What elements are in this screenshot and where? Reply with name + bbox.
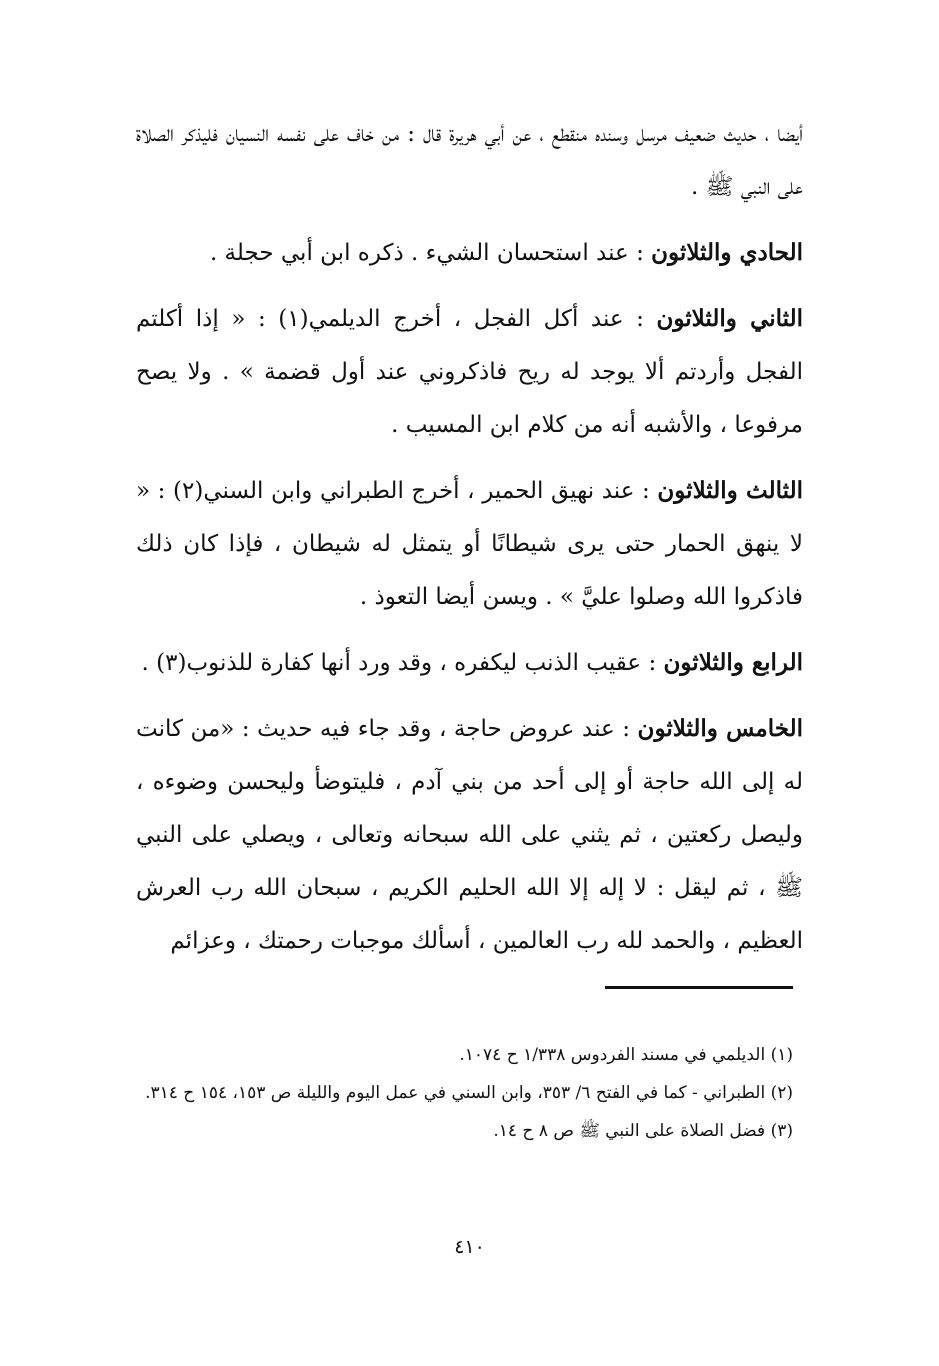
footnote-3: (٣) فضل الصلاة على النبي ﷺ ص ٨ ح ١٤. (493, 1121, 793, 1141)
paragraph-heading: الثالث والثلاثون (657, 477, 803, 504)
paragraph-continuation (136, 108, 803, 214)
footnote-1: (١) الديلمي في مسند الفردوس ١/٣٣٨ ح ١٠٧٤. (459, 1045, 793, 1065)
paragraph-text: : عند عروض حاجة ، وقد جاء فيه حديث : «من كانت له إلى الله حاجة أو إلى أحد من بني آدم ، فليتوضأ وليحسن وضوءه ، وليصل ركعتين ، ثم يثني على الله سبحانه وتعالى ، ويصلي على النبي ﷺ ، ثم ليقل : لا إله إلا الله الحليم الكريم ، سبحان الله رب العرش العظيم ، والحمد لله رب العالمين ، أسألك موجبات رحمتك ، وعزائم (136, 716, 803, 954)
footnote-2: (٢) الطبراني - كما في الفتح ٦/ ٣٥٣، وابن السني في عمل اليوم والليلة ص ١٥٣، ١٥٤ ح ٣١٤. (145, 1083, 793, 1103)
paragraph-34 (136, 636, 803, 690)
paragraph-heading: الخامس والثلاثون (637, 715, 803, 742)
paragraph-text: : عند أكل الفجل ، أخرج الديلمي(١) : « إذا أكلتم الفجل وأردتم ألا يوجد له ريح فاذكروني عند أول قضمة » . ولا يصح مرفوعا ، والأشبه أنه من كلام ابن المسيب . (136, 306, 803, 438)
paragraph-31 (136, 226, 803, 280)
paragraph-heading: الحادي والثلاثون (651, 239, 803, 266)
paragraph-text: : عقيب الذنب ليكفره ، وقد ورد أنها كفارة للذنوب(٣) . (141, 650, 664, 676)
page-number: ٤١٠ (454, 1236, 485, 1258)
paragraph-heading: الرابع والثلاثون (663, 649, 803, 676)
main-text (136, 108, 803, 968)
footnotes (136, 1038, 793, 1152)
paragraph-35 (136, 702, 803, 968)
paragraph-33 (136, 464, 803, 624)
paragraph-text: : عند استحسان الشيء . ذكره ابن أبي حجلة . (209, 240, 652, 266)
footnote-separator (605, 986, 793, 989)
paragraph-32 (136, 292, 803, 452)
paragraph-text: أيضا ، حديث ضعيف مرسل وسنده منقطع ، عن أبي هريرة قال : من خاف على نفسه النسيان فليذكر الصلاة على النبي ﷺ . (136, 121, 803, 200)
paragraph-text: : عند نهيق الحمير ، أخرج الطبراني وابن السني(٢) : « لا ينهق الحمار حتى يرى شيطانًا أو يتمثل له شيطان ، فإذا كان ذلك فاذكروا الله وصلوا عليَّ » . ويسن أيضا التعوذ . (136, 478, 803, 610)
paragraph-heading: الثاني والثلاثون (656, 305, 804, 332)
